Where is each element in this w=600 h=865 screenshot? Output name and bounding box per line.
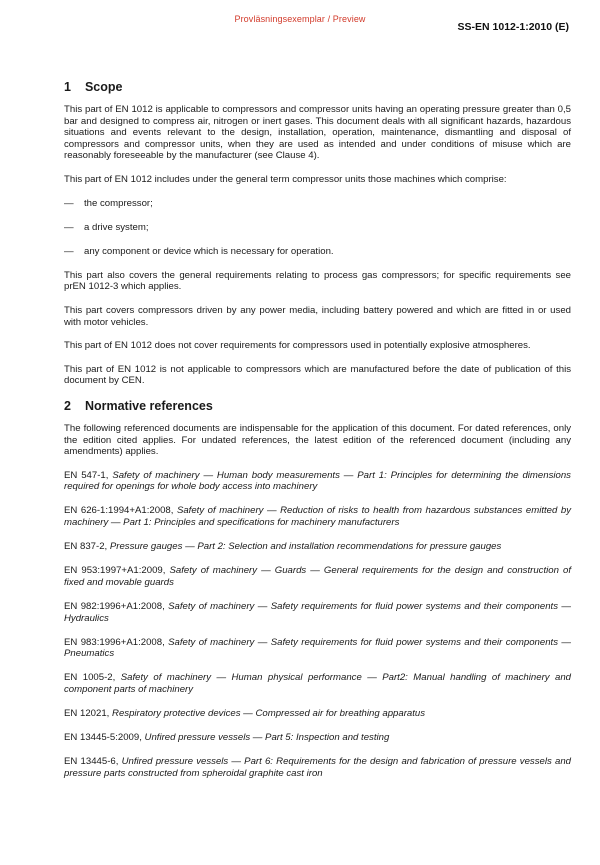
reference-entry (64, 541, 571, 553)
scope-paragraph-6: This part of EN 1012 is not applicable to compressors which are manufactured before the date of publication of this document by CEN. (64, 363, 571, 387)
list-dash: — (64, 197, 74, 209)
reference-code: EN 12021, (64, 708, 113, 719)
reference-code: EN 626-1:1994+A1:2008, (64, 505, 177, 517)
reference-title: Safety of machinery — Reduction of risks to health from hazardous substances emitted by machinery — Part 1: Principles and specifications for machinery manufacturers (64, 505, 571, 529)
reference-title: Safety of machinery — Guards — General requirements for the design and construction of fixed and movable guards (64, 565, 571, 588)
scope-paragraph-2: This part of EN 1012 includes under the general term compressor units those machines which comprise: (64, 173, 507, 185)
reference-entry (64, 756, 571, 779)
reference-entry (64, 637, 571, 660)
scope-paragraph-3: This part also covers the general requirements relating to process gas compressors; for specific requirements see prEN 1012-3 which applies. (64, 269, 571, 293)
reference-title: Unfired pressure vessels — Part 6: Requirements for the design and fabrication of pressure vessels and pressure parts constructed from spheroidal graphite cast iron (64, 756, 571, 779)
section-1-title: Scope (84, 80, 123, 94)
section-2-title: Normative references (84, 399, 213, 413)
reference-title: Unfired pressure vessels — Part 5: Inspection and testing (144, 732, 390, 744)
reference-title: Safety of machinery — Safety requirements for fluid power systems and their components — Hydraulics (64, 600, 571, 624)
reference-code: EN 1005-2, (64, 672, 121, 684)
reference-title: Safety of machinery — Safety requirements for fluid power systems and their components — Pneumatics (64, 636, 571, 660)
reference-code: EN 13445-5:2009, (64, 732, 145, 744)
reference-entry (64, 470, 571, 493)
list-item-text: any component or device which is necessary for operation. (84, 245, 334, 257)
scope-paragraph-1: This part of EN 1012 is applicable to compressors and compressor units having an operating pressure greater than 0,5 bar and designed to compress air, nitrogen or inert gases. This document deals with all significant hazards, hazardous situations and events relevant to the design, installation, operation, maintenance, dismantling and disposal of compressors and compressor units, when they are used as intended and under conditions of misuse which are reasonably foreseeable by the manufacturer (see Clause 4). (64, 104, 571, 162)
list-item-text: the compressor; (84, 197, 153, 209)
reference-code: EN 982:1996+A1:2008, (64, 600, 169, 612)
reference-entry (64, 565, 571, 588)
section-2-number: 2 (64, 399, 71, 413)
reference-entry (64, 505, 571, 528)
reference-code: EN 837-2, (64, 541, 110, 553)
scope-paragraph-4: This part covers compressors driven by any power media, including battery powered and which are fitted in or used with motor vehicles. (64, 305, 571, 328)
reference-entry (64, 708, 571, 720)
list-dash: — (64, 221, 74, 233)
normative-intro: The following referenced documents are indispensable for the application of this document. For dated references, only the edition cited applies. For undated references, the latest edition of the referenced document (including any amendments) applies. (64, 423, 571, 458)
reference-title: Respiratory protective devices — Compressed air for breathing apparatus (112, 708, 426, 719)
list-item (64, 222, 571, 234)
reference-code: EN 983:1996+A1:2008, (64, 636, 169, 648)
list-item (64, 198, 571, 210)
reference-title: Safety of machinery — Human physical performance — Part2: Manual handling of machinery and component parts of machinery (64, 672, 571, 695)
scope-paragraph-5: This part of EN 1012 does not cover requirements for compressors used in potentially explosive atmospheres. (64, 340, 531, 352)
reference-entry (64, 732, 571, 744)
document-body (64, 80, 571, 792)
reference-title: Pressure gauges — Part 2: Selection and installation recommendations for pressure gauges (109, 541, 502, 553)
reference-code: EN 953:1997+A1:2009, (64, 565, 170, 577)
section-1-number: 1 (64, 80, 71, 94)
reference-code: EN 547-1, (64, 469, 113, 481)
preview-watermark: Provläsningsexemplar / Preview (234, 14, 366, 24)
document-id: SS-EN 1012-1:2010 (E) (457, 21, 569, 33)
reference-title: Safety of machinery — Human body measurements — Part 1: Principles for determining the dimensions required for openings for whole body access into machinery (64, 469, 571, 493)
section-1-heading (64, 80, 571, 94)
reference-code: EN 13445-6, (64, 756, 122, 768)
list-item (64, 246, 571, 258)
reference-entry (64, 672, 571, 695)
list-dash: — (64, 245, 74, 257)
reference-entry (64, 601, 571, 624)
section-2-heading (64, 399, 571, 413)
list-item-text: a drive system; (84, 221, 149, 233)
